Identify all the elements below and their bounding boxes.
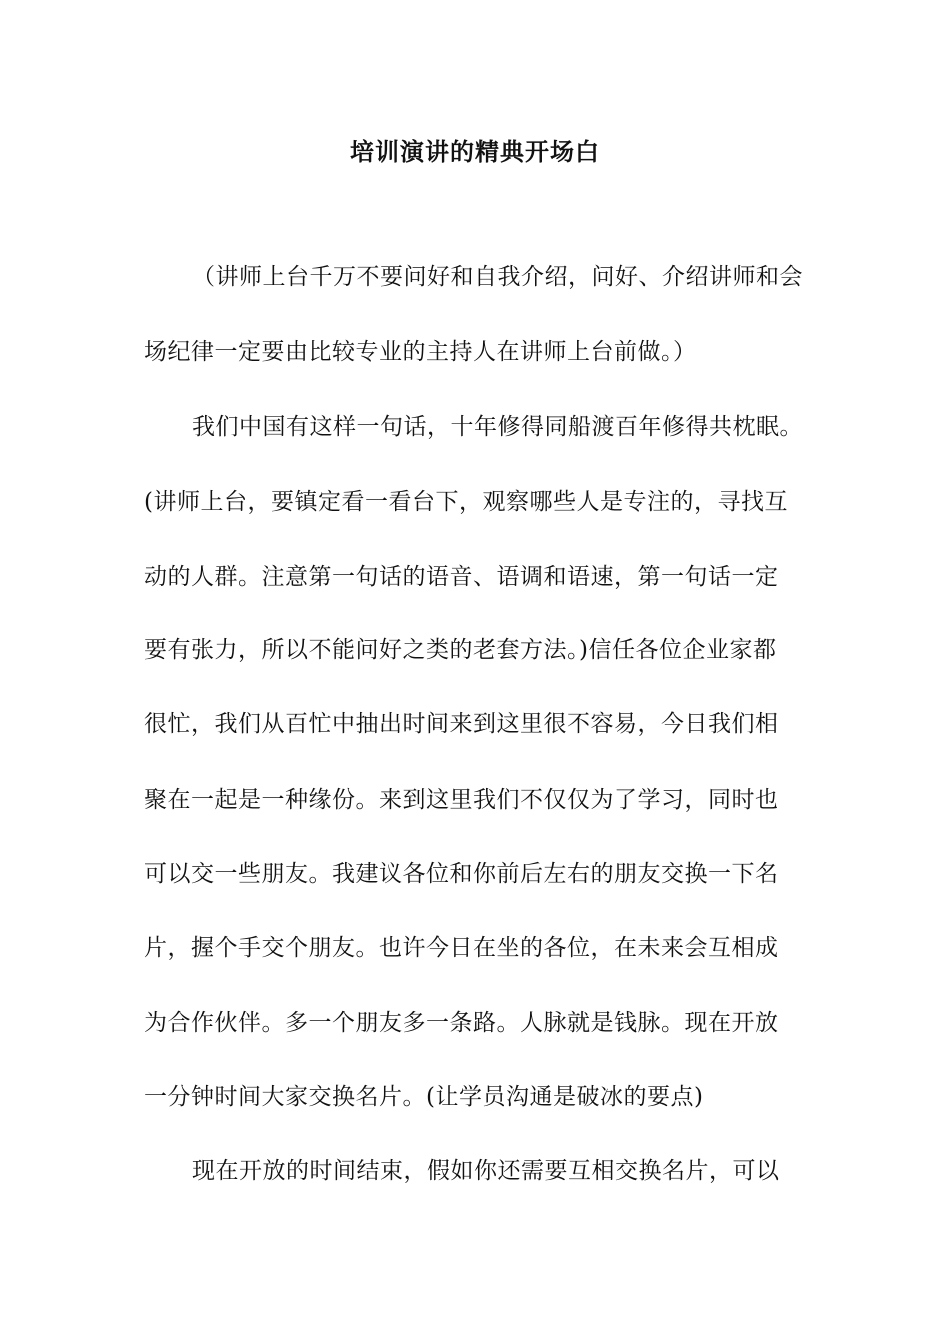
paragraph-2-line-6: 聚在一起是一种缘份。来到这里我们不仅仅为了学习，同时也 bbox=[144, 787, 779, 813]
paragraph-3-line-1: 现在开放的时间结束，假如你还需要互相交换名片，可以 bbox=[192, 1158, 780, 1184]
paragraph-2-line-5: 很忙，我们从百忙中抽出时间来到这里很不容易，今日我们相 bbox=[144, 711, 779, 737]
paragraph-2-line-3: 动的人群。注意第一句话的语音、语调和语速，第一句话一定 bbox=[144, 564, 779, 590]
paragraph-2-line-7: 可以交一些朋友。我建议各位和你前后左右的朋友交换一下名 bbox=[144, 861, 779, 887]
paragraph-2-line-1: 我们中国有这样一句话，十年修得同船渡百年修得共枕眠。 bbox=[192, 414, 803, 440]
paragraph-2-line-9: 为合作伙伴。多一个朋友多一条路。人脉就是钱脉。现在开放 bbox=[144, 1010, 779, 1036]
paragraph-2-line-2: (讲师上台，要镇定看一看台下，观察哪些人是专注的，寻找互 bbox=[144, 489, 788, 515]
paragraph-2-line-8: 片，握个手交个朋友。也许今日在坐的各位，在未来会互相成 bbox=[144, 935, 779, 961]
paragraph-2-line-10: 一分钟时间大家交换名片。(让学员沟通是破冰的要点) bbox=[144, 1084, 704, 1110]
paragraph-2-line-4: 要有张力，所以不能问好之类的老套方法。)信任各位企业家都 bbox=[144, 637, 777, 663]
document-title: 培训演讲的精典开场白 bbox=[350, 137, 600, 166]
paragraph-1-line-1: （讲师上台千万不要问好和自我介绍，问好、介绍讲师和会 bbox=[192, 264, 803, 290]
paragraph-1-line-2: 场纪律一定要由比较专业的主持人在讲师上台前做。） bbox=[144, 339, 697, 365]
